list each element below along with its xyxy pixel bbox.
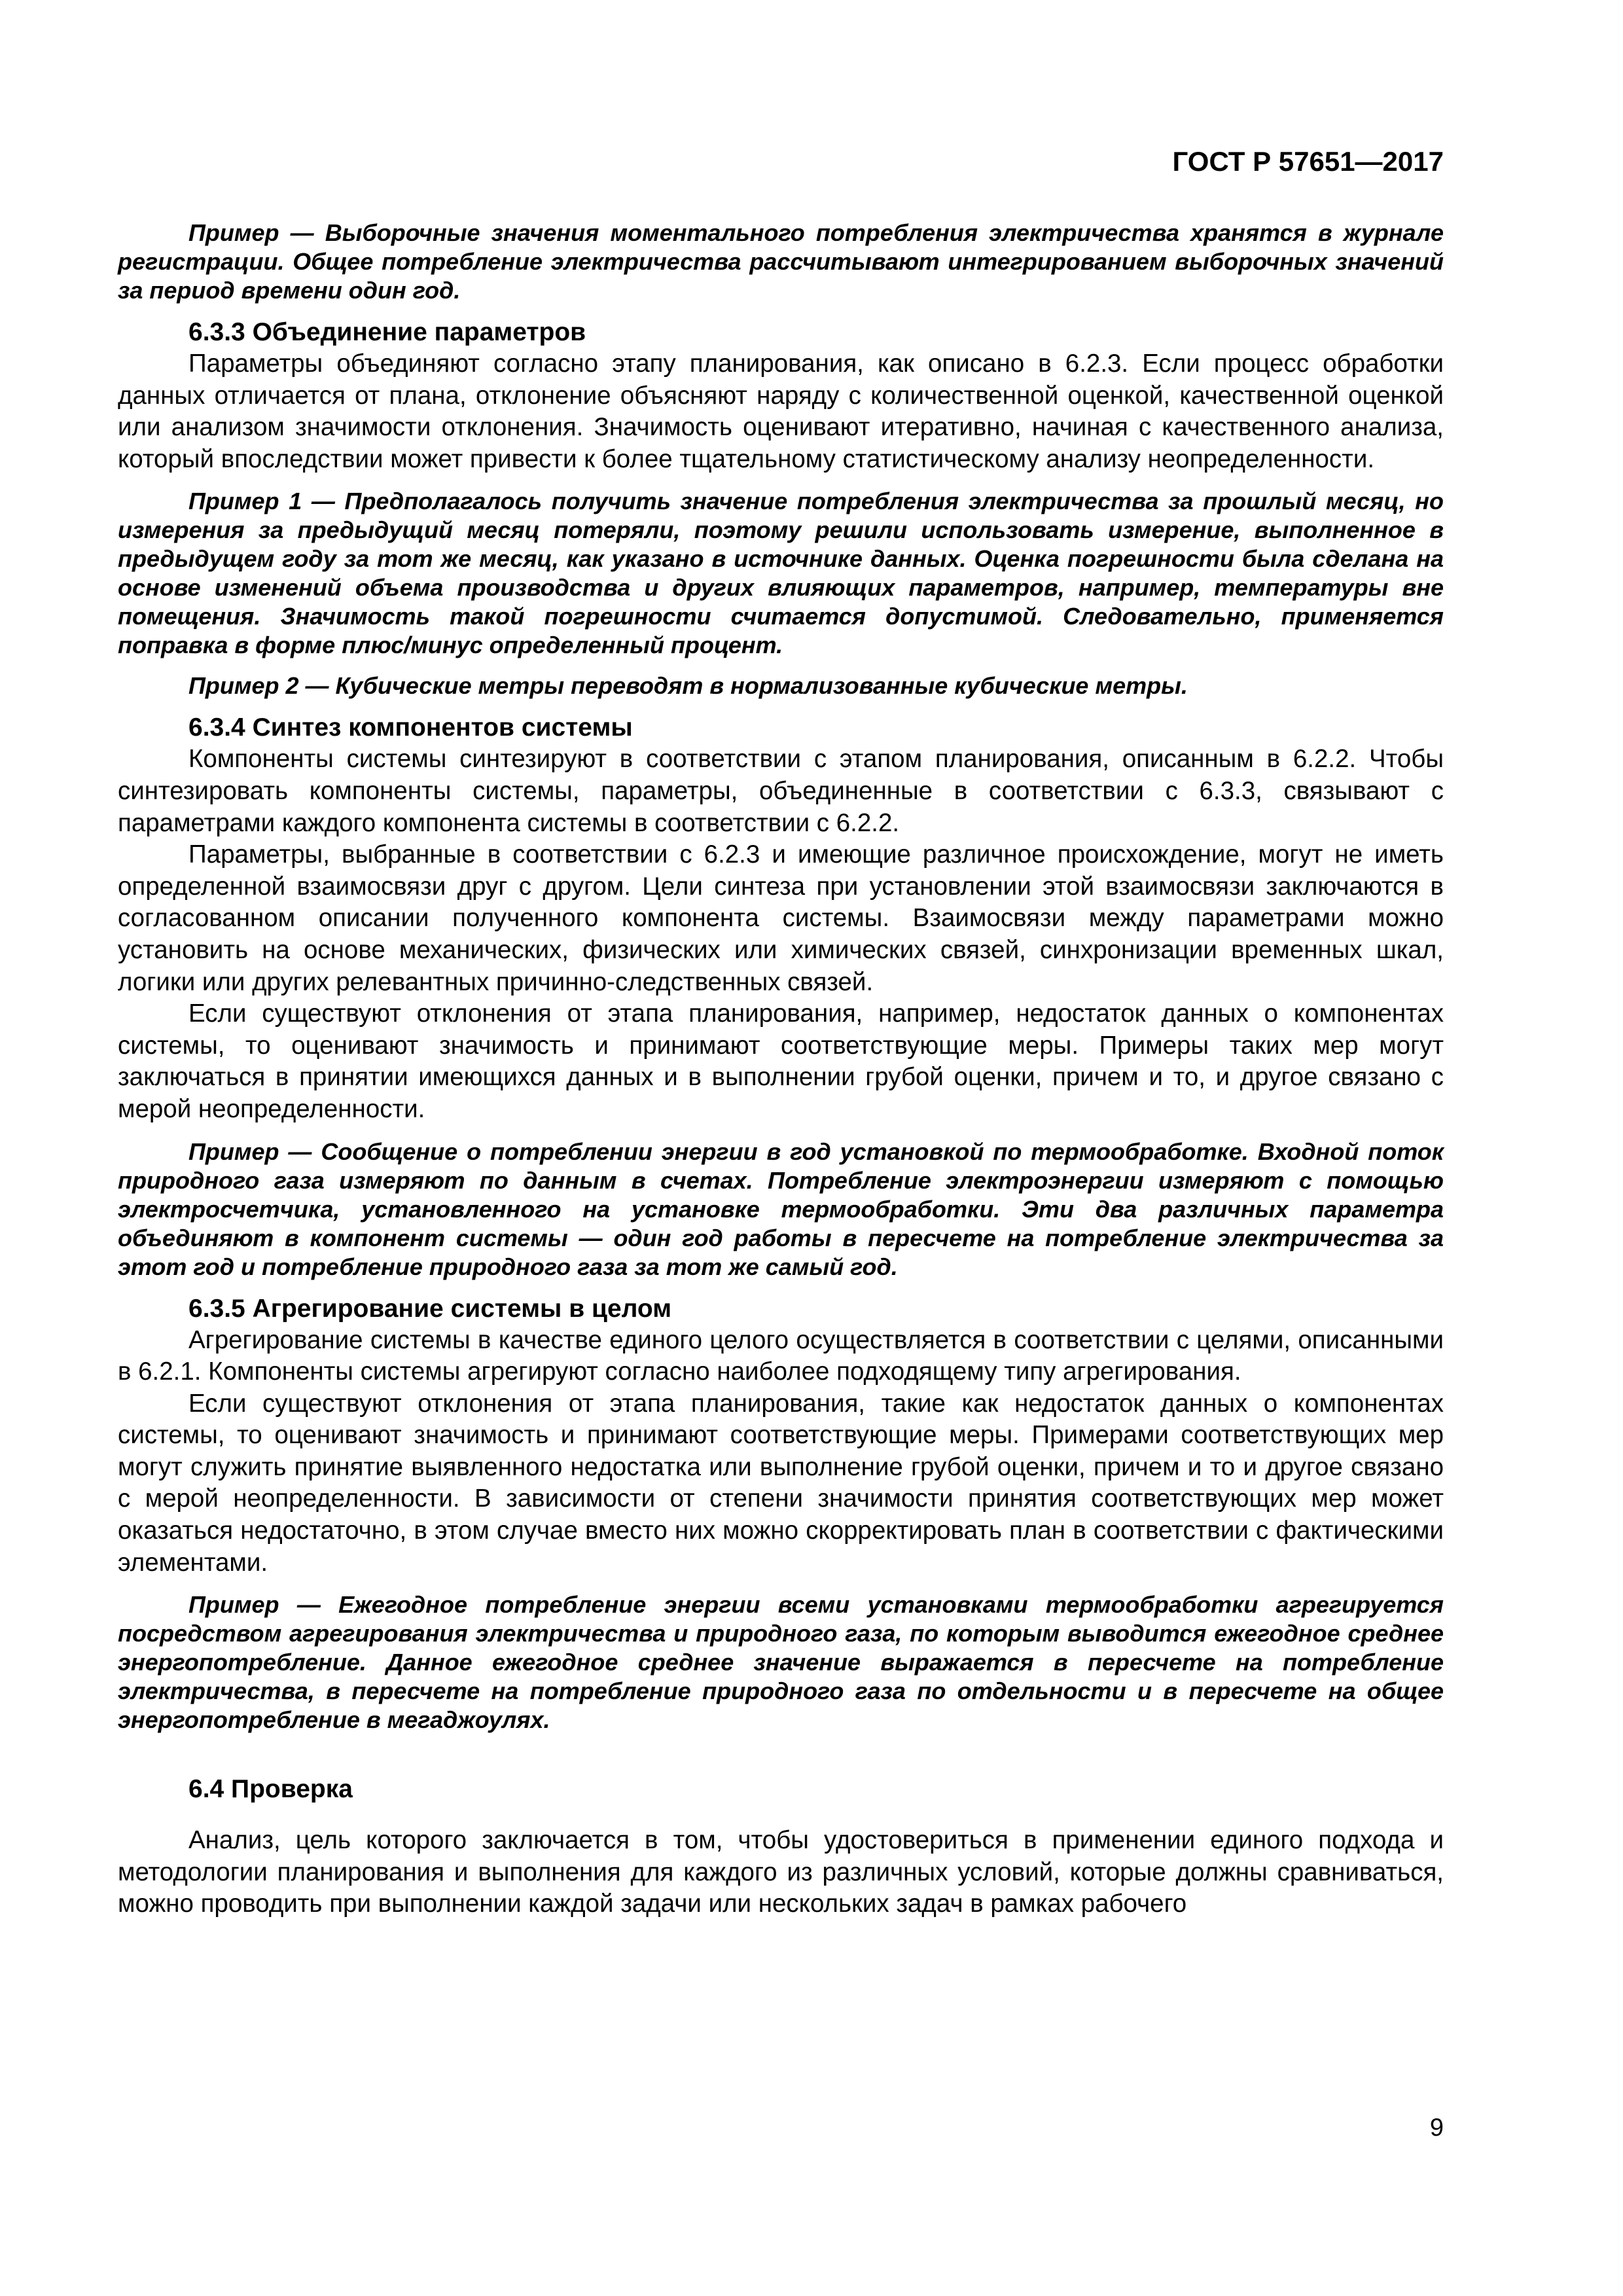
section-heading-6-4: 6.4 Проверка bbox=[188, 1775, 353, 1804]
example-note: Пример — Выборочные значения моментального потребления электричества хранятся в журнале регистрации. Общее потребление электричества рассчитывают интегрированием выборочных значений за период времени один год. bbox=[118, 219, 1444, 304]
document-id-header: ГОСТ Р 57651—2017 bbox=[1172, 146, 1444, 177]
example-note: Пример 1 — Предполагалось получить значение потребления электричества за прошлый месяц, но измерения за предыдущий месяц потеряли, поэтому решили использовать измерение, выполненное в предыдущем году за тот же месяц, как указано в источнике данных. Оценка погрешности была сделана на основе изменений объема производства и других влияющих параметров, например, температуры вне помещения. Значимость такой погрешности считается допустимой. Следовательно, применяется поправка в форме плюс/минус определенный процент. bbox=[118, 488, 1444, 659]
section-heading-6-3-5: 6.3.5 Агрегирование системы в целом bbox=[188, 1294, 672, 1323]
body-paragraph: Компоненты системы синтезируют в соответствии с этапом планирования, описанным в 6.2.2. Чтобы синтезировать компоненты системы, параметры, объединенные в соответствии с 6.3.3, связывают с параметрами каждого компонента системы в соответствии с 6.2.2. bbox=[118, 745, 1444, 837]
section-heading-6-3-4: 6.3.4 Синтез компонентов системы bbox=[188, 713, 633, 742]
page-number: 9 bbox=[1429, 2114, 1444, 2142]
example-note: Пример — Сообщение о потреблении энергии в год установкой по термообработке. Входной поток природного газа измеряют по данным в счетах. Потребление электроэнергии измеряют с помощью электросчетчика, установленного на установке термообработки. Эти два различных параметра объединяют в компонент системы — один год работы в пересчете на потребление электричества за этот год и потребление природного газа за тот же самый год. bbox=[118, 1138, 1444, 1280]
body-paragraph: Если существуют отклонения от этапа планирования, например, недостаток данных о компонентах системы, то оценивают значимость и принимают соответствующие меры. Примеры таких мер могут заключаться в принятии имеющихся данных и в выполнении грубой оценки, причем и то, и другое связано с мерой неопределенности. bbox=[118, 999, 1444, 1123]
example-note: Пример — Ежегодное потребление энергии всеми установками термообработки агрегируется посредством агрегирования электричества и природного газа, по которым выводится ежегодное среднее энергопотребление. Данное ежегодное среднее значение выражается в пересчете на потребление электричества, в пересчете на потребление природного газа по отдельности и в пересчете на общее энергопотребление в мегаджоулях. bbox=[118, 1591, 1444, 1734]
body-paragraph: Анализ, цель которого заключается в том, чтобы удостовериться в применении единого подхода и методологии планирования и выполнения для каждого из различных условий, которые должны сравниваться, можно проводить при выполнении каждой задачи или нескольких задач в рамках рабочего bbox=[118, 1826, 1444, 1918]
body-paragraph: Если существуют отклонения от этапа планирования, такие как недостаток данных о компонентах системы, то оценивают значимость и принимают соответствующие меры. Примерами соответствующих мер могут служить принятие выявленного недостатка или выполнение грубой оценки, причем и то и другое связано с мерой неопределенности. В зависимости от степени значимости принятия соответствующих мер может оказаться недостаточно, в этом случае вместо них можно скорректировать план в соответствии с фактическими элементами. bbox=[118, 1389, 1444, 1577]
body-paragraph: Параметры объединяют согласно этапу планирования, как описано в 6.2.3. Если процесс обработки данных отличается от плана, отклонение объясняют наряду с количественной оценкой, качественной оценкой или анализом значимости отклонения. Значимость оценивают итеративно, начиная с качественного анализа, который впоследствии может привести к более тщательному статистическому анализу неопределенности. bbox=[118, 350, 1444, 473]
section-heading-6-3-3: 6.3.3 Объединение параметров bbox=[188, 318, 586, 346]
example-note: Пример 2 — Кубические метры переводят в нормализованные кубические метры. bbox=[188, 672, 1188, 700]
body-paragraph: Параметры, выбранные в соответствии с 6.2.3 и имеющие различное происхождение, могут не иметь определенной взаимосвязи друг с другом. Цели синтеза при установлении этой взаимосвязи заключаются в согласованном описании полученного компонента системы. Взаимосвязи между параметрами можно установить на основе механических, физических или химических связей, синхронизации временных шкал, логики или других релевантных причинно-следственных связей. bbox=[118, 840, 1444, 996]
body-paragraph: Агрегирование системы в качестве единого целого осуществляется в соответствии с целями, описанными в 6.2.1. Компоненты системы агрегируют согласно наиболее подходящему типу агрегирования. bbox=[118, 1325, 1444, 1386]
document-body bbox=[118, 219, 1444, 1920]
